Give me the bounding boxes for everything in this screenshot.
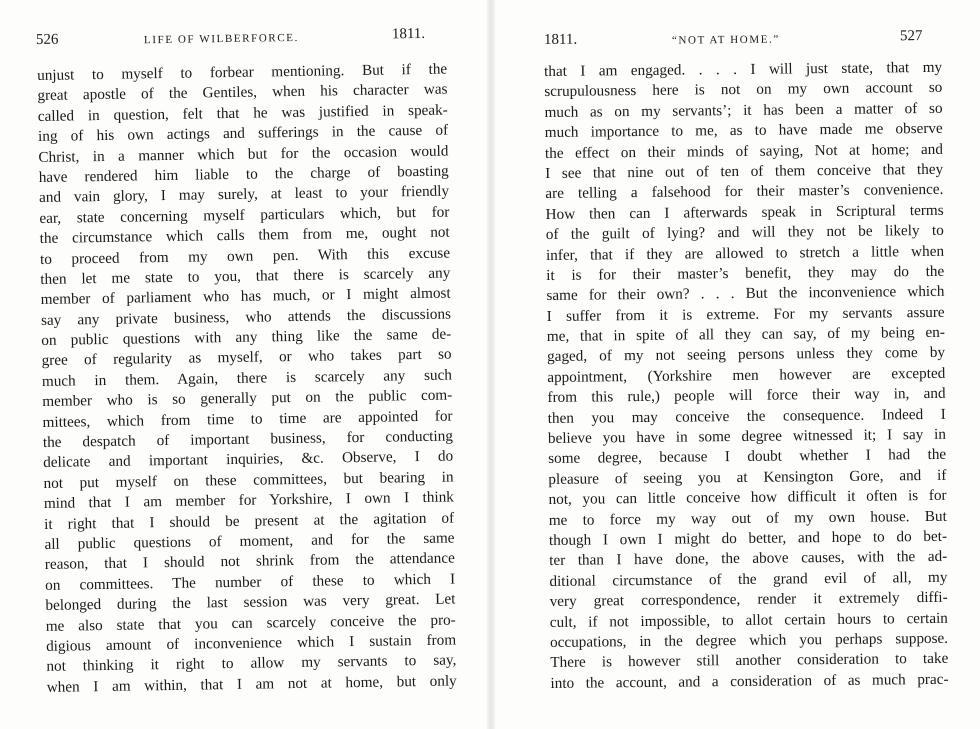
- right-page: [494, 0, 980, 729]
- text-line: it right that I should be present at the agitation of: [44, 509, 455, 533]
- text-line: member who is so generally put on the public com-: [42, 386, 453, 411]
- text-line: digious amount of inconvenience which I sustain from: [45, 631, 457, 655]
- text-line: of the guilt of lying? and will they not be likely to: [545, 221, 944, 244]
- text-line: me also state that you can scarcely conceive the pro-: [45, 611, 456, 635]
- right-page-header: [544, 28, 930, 54]
- text-line: delicate and important inquiries, &c. Observe, I do: [43, 447, 454, 472]
- text-line: There is however still another consideration to take: [550, 650, 949, 672]
- text-line: the circumstance which calls them from me, ought not: [39, 223, 450, 248]
- text-line: say any private business, who attends the discussions: [40, 305, 452, 329]
- text-line: ing of his own actings and sufferings in the cause of: [37, 121, 449, 146]
- text-line: much as on my servants’; it has been a matter of so: [544, 99, 943, 121]
- right-running-title: “NOT AT HOME.”: [671, 33, 780, 47]
- text-line: the despatch of important business, for conducting: [42, 427, 453, 451]
- text-line: reason, that I should not shrink from the attendance: [44, 549, 455, 574]
- text-line: great apostle of the Gentiles, when his character was: [37, 80, 448, 105]
- text-line: when I am within, that I am not at home, but only: [46, 672, 457, 696]
- text-line: it is for their master’s benefit, they may do the: [546, 262, 945, 284]
- text-line: appointment, (Yorkshire men however are excepted: [547, 364, 946, 386]
- text-line: though I own I might do better, and hope to do bet-: [548, 527, 948, 549]
- text-line: mittees, which from time to time are appointed for: [42, 407, 453, 431]
- text-line: on public questions with any thing like the same de-: [41, 325, 452, 350]
- text-line: that I am engaged. . . . I will just state, that my: [544, 58, 943, 80]
- text-line: not put myself on these committees, but bearing in: [43, 468, 454, 492]
- text-line: some degree, because I doubt whether I had the: [548, 446, 947, 468]
- text-line: believe you have in some degree witnessed it; I say in: [547, 425, 947, 448]
- text-line: ear, state concerning myself particulars which, but for: [39, 203, 450, 227]
- text-line: are telling a falsehood for their master’s convenience.: [545, 181, 944, 203]
- text-line: me, that in spite of all they can say, of my being en-: [546, 323, 945, 346]
- text-line: same for their own? . . . But the inconvenience which: [546, 283, 945, 305]
- text-line: on committees. The number of these to which I: [45, 570, 456, 594]
- text-line: scrupulousness here is not on my own account so: [544, 79, 943, 101]
- text-line: gaged, of my not seeing persons unless they come by: [546, 344, 946, 366]
- text-line: not thinking it right to allow my servants to say,: [46, 651, 457, 676]
- text-line: Christ, in a manner which but for the occasion would: [38, 142, 449, 166]
- text-line: me to force my way out of my own house. But: [548, 507, 947, 529]
- text-line: gree of regularity as myself, or who takes part so: [41, 345, 452, 370]
- text-line: infer, that if they are allowed to stretch a little when: [545, 242, 945, 264]
- text-line: belonged during the last session was very great. Let: [45, 590, 456, 615]
- text-line: to proceed from my own pen. With this excuse: [39, 244, 451, 268]
- text-line: have rendered him liable to the charge of boasting: [38, 162, 449, 186]
- text-line: from this rule,) people will force their way in, and: [547, 385, 946, 407]
- left-body-text: [37, 60, 457, 698]
- text-line: then you may conceive the consequence. Indeed I: [547, 405, 946, 427]
- left-page: [0, 0, 488, 729]
- text-line: called in question, felt that he was justified in speak-: [37, 101, 448, 125]
- text-line: ditional circumstance of the grand evil of all, my: [549, 568, 948, 590]
- text-line: and vain glory, I may surely, at least to your friendly: [38, 182, 450, 207]
- text-line: much importance to me, as to have made me observe: [544, 120, 943, 142]
- left-page-header: [36, 26, 438, 54]
- right-page-number: 527: [899, 28, 923, 45]
- text-line: I suffer from it is extreme. For my servants assure: [546, 303, 945, 325]
- text-line: all public questions of moment, and for the same: [44, 529, 455, 553]
- text-line: into the account, and a consideration of as much prac-: [550, 670, 949, 692]
- text-line: then let me state to you, that there is scarcely any: [40, 264, 451, 288]
- text-line: much in them. Again, there is scarcely any such: [41, 366, 453, 390]
- text-line: pleasure of seeing you at Kensington Gore, and if: [548, 466, 947, 488]
- text-line: mind that I am member for Yorkshire, I own I think: [43, 488, 454, 513]
- left-header-year: 1811.: [391, 25, 426, 43]
- text-line: very great correspondence, render it extremely diffi-: [549, 588, 948, 611]
- text-line: cult, if not impossible, to allot certain hours to certain: [549, 609, 948, 631]
- right-header-year: 1811.: [543, 31, 578, 48]
- text-line: occupations, in the degree which you perhaps suppose.: [549, 629, 949, 651]
- left-running-title: LIFE OF WILBERFORCE.: [143, 31, 299, 47]
- text-line: ter than I have done, the above causes, with the ad-: [549, 548, 948, 570]
- text-line: I see that nine out of ten of them conceive that they: [545, 160, 944, 182]
- text-line: member of parliament who has much, or I might almost: [40, 284, 451, 309]
- left-page-number: 526: [35, 31, 59, 48]
- right-body-text: [544, 58, 949, 694]
- text-line: not, you can little conceive how difficult it often is for: [548, 487, 947, 509]
- text-line: How then can I afterwards speak in Scriptural terms: [545, 201, 944, 223]
- text-line: the effect on their minds of saying, Not at home; and: [544, 140, 944, 162]
- text-line: unjust to myself to forbear mentioning. But if the: [37, 60, 448, 84]
